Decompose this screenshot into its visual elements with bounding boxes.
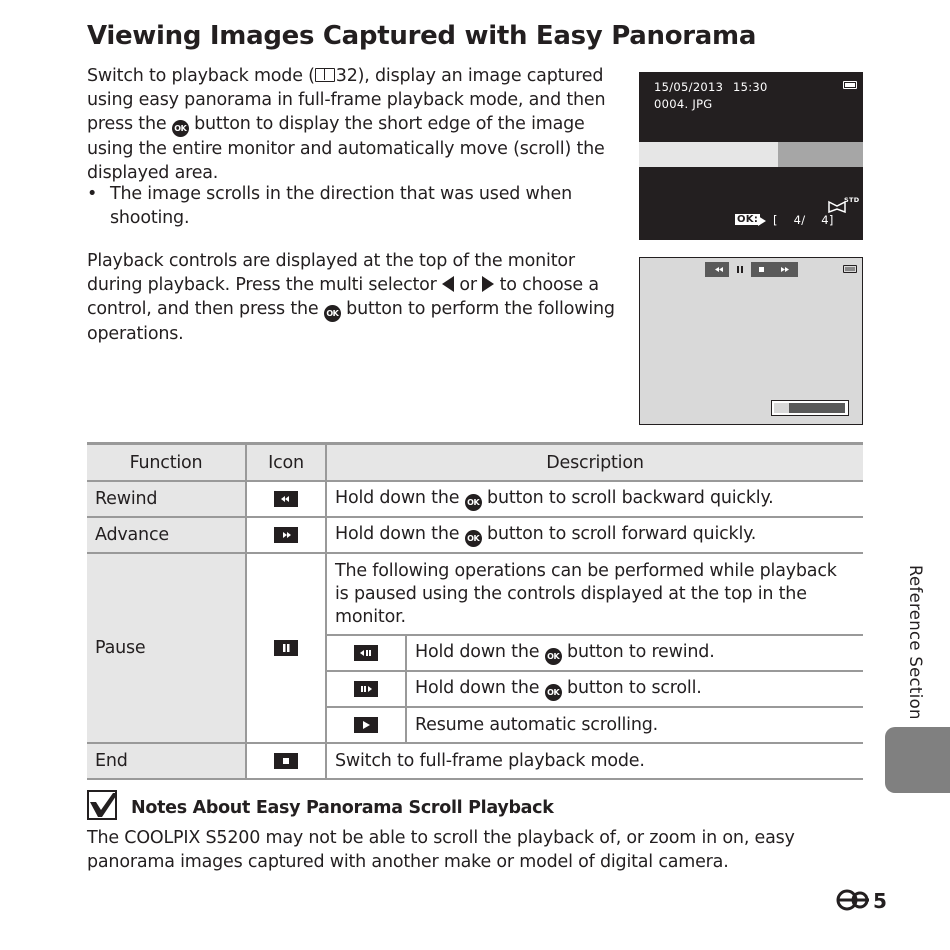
table-row — [87, 553, 863, 743]
pause-icon — [274, 640, 298, 656]
function-name: End — [87, 743, 246, 779]
page-title: Viewing Images Captured with Easy Panorama — [87, 21, 757, 51]
advance-icon — [274, 527, 298, 543]
right-arrow-icon — [482, 276, 494, 292]
end-control-icon — [759, 267, 764, 272]
playback-screen-scroll — [639, 257, 863, 425]
table-row — [327, 707, 863, 742]
left-arrow-icon — [442, 276, 454, 292]
playback-screen-full-frame: 15/05/2013 15:30 0004. JPG STD OK: [ 4/ 4] — [639, 72, 863, 240]
reference-e-icon — [836, 889, 872, 915]
function-description: The following operations can be performed while playback is paused using the controls displayed at the top in the monitor. — [335, 561, 837, 627]
section-tab — [885, 727, 950, 793]
end-icon — [274, 753, 298, 769]
function-name: Rewind — [87, 481, 246, 517]
note-heading: Notes About Easy Panorama Scroll Playback — [131, 798, 554, 818]
section-side-label: Reference Section — [906, 565, 925, 720]
play-icon — [758, 216, 766, 226]
table-row — [87, 743, 863, 779]
table-row — [87, 517, 863, 553]
ok-button-icon: OK — [172, 120, 189, 137]
note-text: The COOLPIX S5200 may not be able to scroll the playback of, or zoom in on, easy panorama images captured with another make or model of digital camera. — [87, 828, 795, 872]
function-table — [87, 442, 863, 780]
page-number: 5 — [836, 889, 887, 913]
playback-controls-bar — [705, 262, 798, 277]
ok-button-icon: OK — [545, 684, 562, 701]
intro-paragraph: Switch to playback mode ( 32), display an image captured using easy panorama in full-frame playback mode, and then press the OK button to display the short edge of the image using the entire monitor and automatically move (scroll) the displayed area. — [87, 66, 606, 183]
function-description: Hold down the OK button to rewind. — [406, 635, 863, 671]
function-description: Hold down the OK button to scroll backward quickly. — [326, 481, 863, 517]
function-description: Resume automatic scrolling. — [415, 715, 658, 735]
rewind-icon — [274, 491, 298, 507]
function-name: Advance — [87, 517, 246, 553]
scroll-position-bar — [771, 400, 849, 416]
controls-paragraph: Playback controls are displayed at the top of the monitor during playback. Press the multi selector or to choose a control, and then press the OK button to perform the following operations. — [87, 251, 615, 344]
header-icon: Icon — [246, 444, 326, 482]
time-readout: 15:30 — [733, 80, 768, 94]
pause-description-cell — [326, 553, 863, 743]
table-row — [327, 635, 863, 671]
checkmark-icon — [87, 790, 117, 820]
ok-button-icon: OK — [465, 530, 482, 547]
table-header-row — [87, 444, 863, 482]
step-back-icon — [354, 645, 378, 661]
book-reference-icon — [315, 68, 335, 82]
rewind-control-icon — [715, 267, 723, 272]
bullet-item: • The image scrolls in the direction that was used when shooting. — [87, 184, 573, 228]
image-counter: [ 4/ 4] — [773, 213, 834, 227]
ok-button-icon: OK — [465, 494, 482, 511]
ok-label: OK: — [737, 214, 759, 225]
panorama-image-strip-end — [778, 142, 863, 167]
header-description: Description — [326, 444, 863, 482]
function-name: Pause — [87, 553, 246, 743]
function-description: Switch to full-frame playback mode. — [326, 743, 863, 779]
table-row — [327, 671, 863, 707]
advance-control-icon — [781, 267, 789, 272]
date-readout: 15/05/2013 — [654, 80, 724, 94]
ok-button-icon: OK — [545, 648, 562, 665]
header-function: Function — [87, 444, 246, 482]
battery-icon — [843, 265, 857, 273]
step-forward-icon — [354, 681, 378, 697]
function-description: Hold down the OK button to scroll forward quickly. — [326, 517, 863, 553]
file-name: 0004. JPG — [654, 97, 713, 111]
ok-button-icon: OK — [324, 305, 341, 322]
function-description: Hold down the OK button to scroll. — [406, 671, 863, 707]
play-icon — [354, 717, 378, 733]
battery-icon — [843, 81, 857, 89]
panorama-image-strip — [639, 142, 778, 167]
pause-subtable — [327, 634, 863, 742]
table-row — [87, 481, 863, 517]
